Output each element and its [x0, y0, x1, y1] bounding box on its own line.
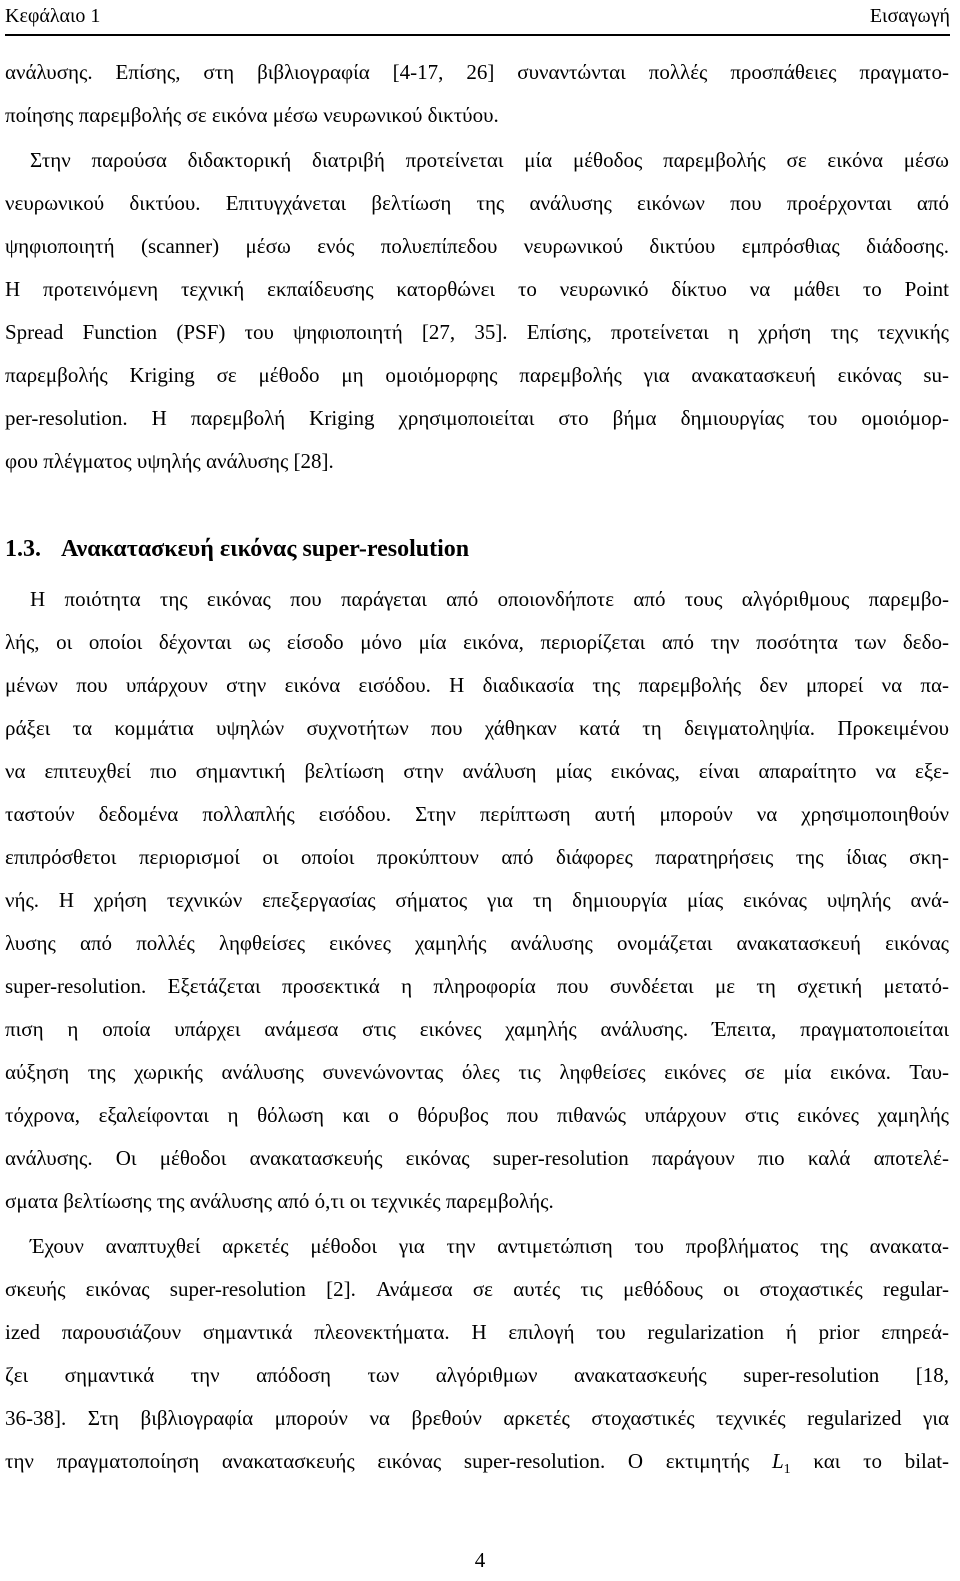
section-title: Ανακατασκευή εικόνας super-resolution: [61, 536, 470, 562]
text-line: ανάλυσης. Επίσης, στη βιβλιογραφία [4-17, 26] συναντώνται πολλές προσπάθειες πραγματο-: [5, 60, 949, 84]
text-line: μένων που υπάρχουν στην εικόνα εισόδου. Η διαδικασία της παρεμβολής δεν μπορεί να πα-: [5, 673, 949, 697]
text-line: Έχουν αναπτυχθεί αρκετές μέθοδοι για την αντιμετώπιση του προβλήματος της ανακατα-: [30, 1234, 949, 1258]
text-line: ized παρουσιάζουν σημαντικά πλεονεκτήματα. Η επιλογή του regularization ή prior επηρεά-: [5, 1320, 949, 1344]
text-line: per-resolution. Η παρεμβολή Kriging χρησιμοποιείται στο βήμα δημιουργίας του ομοιόμορ-: [5, 406, 949, 430]
text-line: νής. Η χρήση τεχνικών επεξεργασίας σήματος για τη δημιουργία μίας εικόνας υψηλής ανά-: [5, 888, 949, 912]
running-header: [5, 0, 950, 36]
text-line: ποίησης παρεμβολής σε εικόνα μέσω νευρωνικού δικτύου.: [5, 103, 499, 127]
text-line: φου πλέγματος υψηλής ανάλυσης [28].: [5, 449, 334, 473]
text-line: Στην παρούσα διδακτορική διατριβή προτείνεται μία μέθοδος παρεμβολής σε εικόνα μέσω: [30, 148, 949, 172]
math-subscript: 1: [783, 1462, 791, 1478]
text-line: super-resolution. Εξετάζεται προσεκτικά η πληροφορία που συνδέεται με τη σχετική μετατό-: [5, 974, 949, 998]
text-line: Η προτεινόμενη τεχνική εκπαίδευσης κατορθώνει το νευρωνικό δίκτυο να μάθει το Point: [5, 277, 949, 301]
text-line: ψηφιοποιητή (scanner) μέσω ενός πολυεπίπεδου νευρωνικού δικτύου εμπρόσθιας διάδοσης.: [5, 234, 949, 258]
section-heading: [5, 533, 469, 565]
math-estimator-symbol: $L_1$: [771, 1449, 791, 1478]
text-line: ράξει τα κομμάτια υψηλών συχνοτήτων που χάθηκαν κατά τη δειγματοληψία. Προκειμένου: [5, 716, 949, 740]
text-line: λυσης από πολλές ληφθείσες εικόνες χαμηλής ανάλυσης ονομάζεται ανακατασκευή εικόνας: [5, 931, 949, 955]
text-fragment: και το bilat-: [813, 1449, 950, 1473]
header-section-title: Εισαγωγή: [869, 5, 950, 27]
text-line: τόχρονα, εξαλείφονται η θόλωση και ο θόρυβος που πιθανώς υπάρχουν στις εικόνες χαμηλής: [5, 1103, 949, 1127]
text-line-with-math: [5, 1447, 950, 1478]
page-number: 4: [474, 1548, 486, 1572]
text-line: ζει σημαντικά την απόδοση των αλγόριθμων ανακατασκευής super-resolution [18,: [5, 1363, 949, 1387]
text-line: αύξηση της χωρικής ανάλυσης συνενώνοντας όλες τις ληφθείσες εικόνες σε μία εικόνα. Ταυ-: [5, 1060, 949, 1084]
header-chapter: Κεφάλαιο 1: [5, 5, 101, 27]
text-line: επιπρόσθετοι περιορισμοί οι οποίοι προκύπτουν από διάφορες παρατηρήσεις της ίδιας σκη-: [5, 845, 949, 869]
text-line: ταστούν δεδομένα πολλαπλής εισόδου. Στην περίπτωση αυτή μπορούν να χρησιμοποιηθούν: [5, 802, 949, 826]
text-fragment: την πραγματοποίηση ανακατασκευής εικόνας super-resolution. Ο εκτιμητής: [5, 1449, 750, 1473]
text-line: Spread Function (PSF) του ψηφιοποιητή [27, 35]. Επίσης, προτείνεται η χρήση της τεχνικής: [5, 320, 949, 344]
text-line: παρεμβολής Kriging σε μέθοδο μη ομοιόμορφης παρεμβολής για ανακατασκευή εικόνας su-: [5, 363, 949, 387]
text-line: λής, οι οποίοι δέχονται ως είσοδο μόνο μία εικόνα, περιορίζεται από την ποσότητα των δεδο-: [5, 630, 949, 654]
text-line: Η ποιότητα της εικόνας που παράγεται από οποιονδήποτε από τους αλγόριθμους παρεμβο-: [30, 587, 949, 611]
text-line: σκευής εικόνας super-resolution [2]. Ανάμεσα σε αυτές τις μεθόδους οι στοχαστικές regular-: [5, 1277, 949, 1301]
text-line: νευρωνικού δικτύου. Επιτυγχάνεται βελτίωση της ανάλυσης εικόνων που προέρχονται από: [5, 191, 949, 215]
text-line: να επιτευχθεί πιο σημαντική βελτίωση στην ανάλυση μίας εικόνας, είναι απαραίτητο να εξε-: [5, 759, 949, 783]
text-line: πιση η οποία υπάρχει ανάμεσα στις εικόνες χαμηλής ανάλυσης. Έπειτα, πραγματοποιείται: [5, 1017, 949, 1041]
text-line: σματα βελτίωσης της ανάλυσης από ό,τι οι τεχνικές παρεμβολής.: [5, 1189, 554, 1213]
text-line: ανάλυσης. Οι μέθοδοι ανακατασκευής εικόνας super-resolution παράγουν πιο καλά αποτελέ-: [5, 1146, 949, 1170]
text-line: 36-38]. Στη βιβλιογραφία μπορούν να βρεθούν αρκετές στοχαστικές τεχνικές regularized για: [5, 1406, 949, 1430]
section-number: 1.3.: [5, 536, 41, 562]
